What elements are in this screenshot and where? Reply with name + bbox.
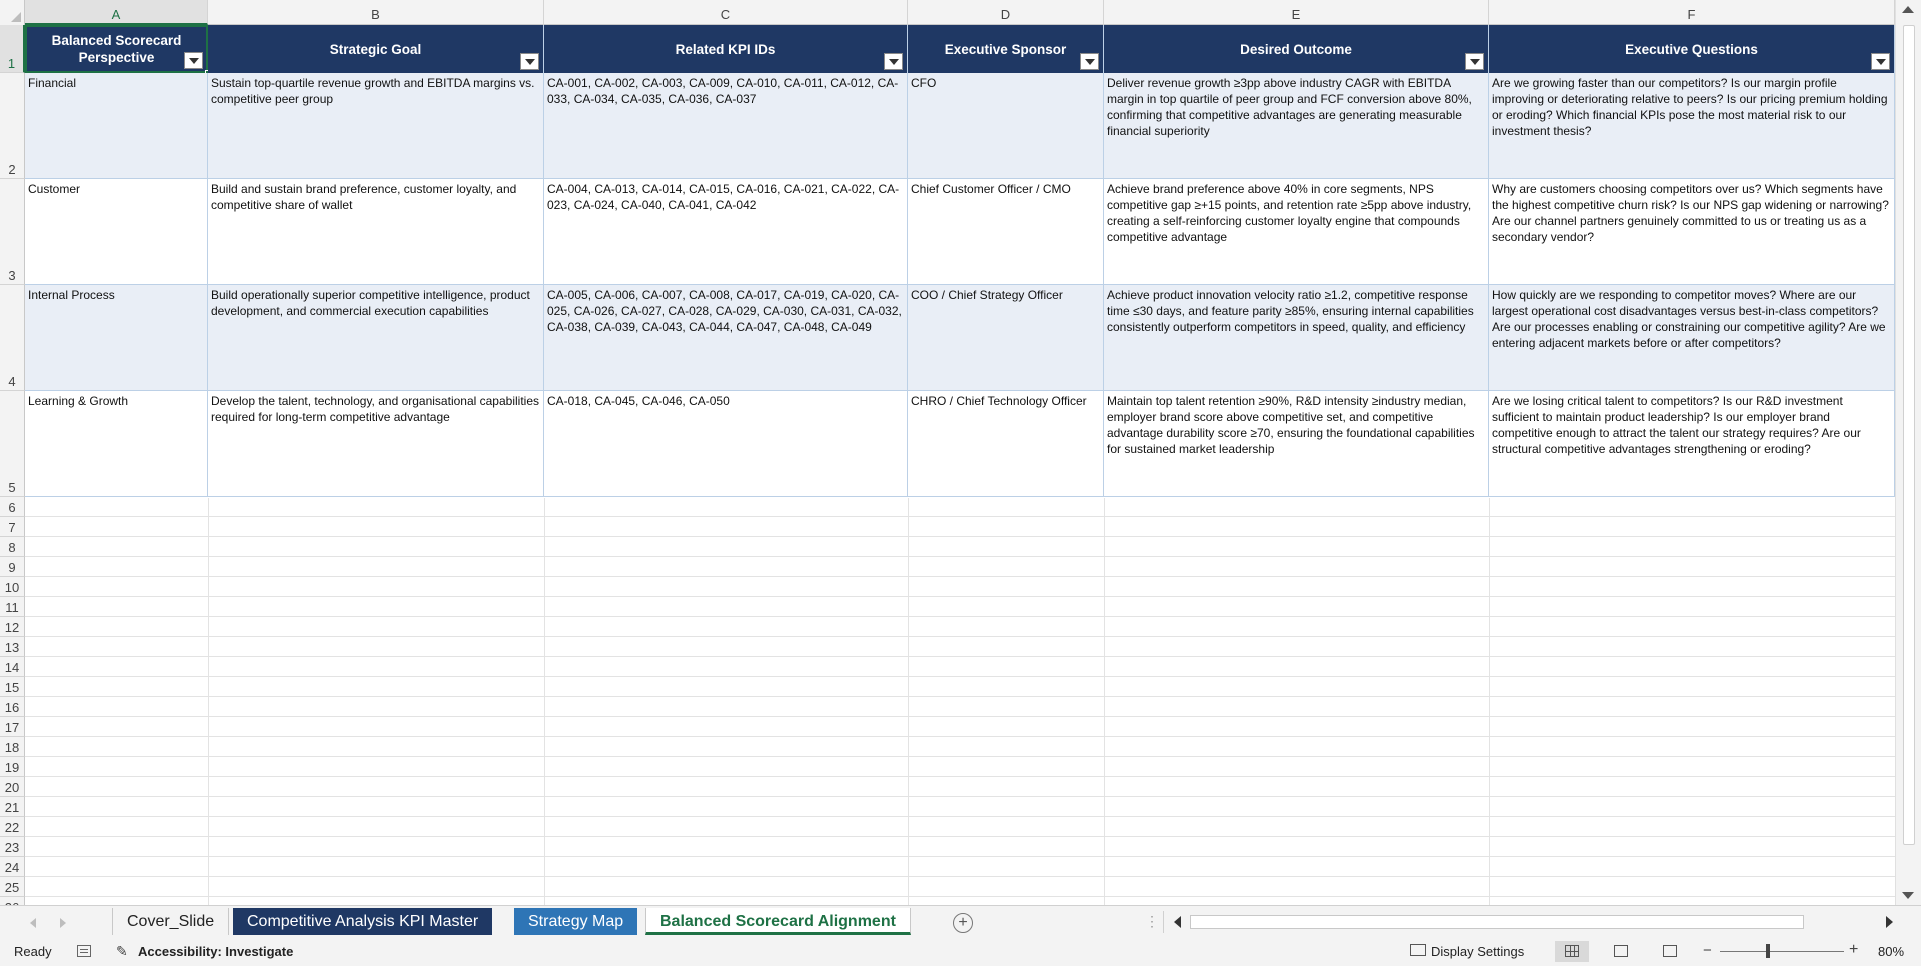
cell-outcome[interactable]: Maintain top talent retention ≥90%, R&D intensity ≥industry median, employer brand score above competitive set, and competitive advantage durability score ≥70, ensuring the foundational capabilities for sustained market leadership: [1104, 391, 1489, 497]
page-break-icon: [1663, 945, 1677, 957]
row-header-15[interactable]: [0, 677, 25, 697]
tab-cover-slide[interactable]: Cover_Slide: [112, 908, 229, 935]
tab-strategy-map[interactable]: Strategy Map: [514, 908, 637, 935]
select-all-corner[interactable]: [0, 0, 25, 25]
row-number: 8: [8, 540, 16, 555]
scroll-thumb[interactable]: [1903, 25, 1915, 845]
row-number: 6: [8, 500, 16, 515]
header-label: Desired Outcome: [1240, 41, 1352, 57]
cell-questions[interactable]: Are we growing faster than our competitors? Is our margin profile improving or deteriorating relative to peers? Is our pricing premium holding or eroding? Which financial KPIs pose the most material risk to our investment thesis?: [1489, 73, 1895, 179]
accessibility-icon: ✎: [116, 943, 128, 959]
row-header-19[interactable]: [0, 757, 25, 777]
add-sheet-icon[interactable]: +: [953, 913, 973, 933]
empty-row[interactable]: [25, 877, 1895, 897]
header-label: Related KPI IDs: [675, 41, 776, 57]
empty-row[interactable]: [25, 637, 1895, 657]
empty-row[interactable]: [25, 497, 1895, 517]
cell-kpis[interactable]: CA-004, CA-013, CA-014, CA-015, CA-016, CA-021, CA-022, CA-023, CA-024, CA-040, CA-041, CA-042: [544, 179, 908, 285]
filter-dropdown-icon[interactable]: [520, 53, 539, 70]
row-header-20[interactable]: [0, 777, 25, 797]
divider: [1163, 911, 1164, 933]
header-cell-sponsor[interactable]: [908, 25, 1104, 73]
row-header-8[interactable]: [0, 537, 25, 557]
tab-scroll-right-icon[interactable]: [60, 918, 66, 928]
row-header-24[interactable]: [0, 857, 25, 877]
row-header-17[interactable]: [0, 717, 25, 737]
vertical-scrollbar[interactable]: [1895, 0, 1921, 905]
empty-row[interactable]: [25, 657, 1895, 677]
tab-scroll-left-icon[interactable]: [30, 918, 36, 928]
row-number: 22: [4, 820, 20, 835]
header-cell-questions[interactable]: [1489, 25, 1895, 73]
tab-balanced-scorecard-alignment[interactable]: Balanced Scorecard Alignment: [645, 908, 911, 935]
cell-area: [25, 25, 1895, 905]
select-all-triangle-icon: [11, 12, 21, 22]
row-header-22[interactable]: [0, 817, 25, 837]
more-options-icon[interactable]: ⋮: [1145, 913, 1159, 929]
column-header-e[interactable]: E: [1104, 0, 1489, 25]
empty-row[interactable]: [25, 717, 1895, 737]
row-number: 3: [8, 268, 16, 283]
empty-row[interactable]: [25, 757, 1895, 777]
cell-perspective[interactable]: Internal Process: [25, 285, 208, 391]
zoom-slider-thumb[interactable]: [1766, 944, 1770, 958]
display-settings-icon: [1410, 944, 1426, 956]
row-header-7[interactable]: [0, 517, 25, 537]
empty-row[interactable]: [25, 817, 1895, 837]
status-ready: Ready: [14, 944, 52, 959]
filter-dropdown-icon[interactable]: [884, 53, 903, 70]
scroll-right-icon[interactable]: [1886, 916, 1893, 928]
filter-dropdown-icon[interactable]: [1871, 53, 1890, 70]
cell-questions[interactable]: How quickly are we responding to competitor moves? Where are our largest operational cost disadvantages versus best-in-class competitors? Are our processes enabling or constraining our competitive agility? Are we entering adjacent markets before or after competitors?: [1489, 285, 1895, 391]
scroll-up-icon[interactable]: [1902, 6, 1914, 13]
row-header-12[interactable]: [0, 617, 25, 637]
column-header-c[interactable]: C: [544, 0, 908, 25]
gridline: [208, 498, 209, 918]
row-header-18[interactable]: [0, 737, 25, 757]
tab-competitive-analysis-kpi-master[interactable]: Competitive Analysis KPI Master: [233, 908, 492, 935]
page-break-preview-button[interactable]: [1653, 941, 1687, 962]
column-header-d[interactable]: D: [908, 0, 1104, 25]
normal-view-button[interactable]: [1555, 941, 1589, 962]
header-label: Balanced Scorecard Perspective: [51, 33, 182, 65]
row-number: 2: [8, 162, 16, 177]
column-header-f[interactable]: F: [1489, 0, 1895, 25]
row-number: 5: [8, 480, 16, 495]
row-header-23[interactable]: [0, 837, 25, 857]
zoom-out-icon[interactable]: −: [1703, 942, 1712, 959]
row-number: 14: [4, 660, 20, 675]
cell-sponsor[interactable]: CFO: [908, 73, 1104, 179]
row-header-11[interactable]: [0, 597, 25, 617]
cell-perspective[interactable]: Customer: [25, 179, 208, 285]
filter-dropdown-icon[interactable]: [184, 52, 203, 69]
page-layout-icon: [1614, 945, 1628, 957]
cell-goal[interactable]: Sustain top-quartile revenue growth and EBITDA margins vs. competitive peer group: [208, 73, 544, 179]
header-cell-outcome[interactable]: [1104, 25, 1489, 73]
cell-questions[interactable]: Are we losing critical talent to competitors? Is our R&D investment sufficient to maintain product leadership? Is our employer brand competitive enough to attract the talent our strategy requires? Are our structural competitive advantages strengthening or eroding?: [1489, 391, 1895, 497]
header-label: Executive Questions: [1625, 41, 1758, 57]
row-header-2[interactable]: [0, 73, 25, 179]
row-header-1[interactable]: [0, 25, 25, 73]
header-label: Strategic Goal: [329, 41, 422, 57]
empty-row[interactable]: [25, 537, 1895, 557]
column-header-a[interactable]: A: [25, 0, 208, 25]
column-header-b[interactable]: B: [208, 0, 544, 25]
row-number: 10: [4, 580, 20, 595]
row-number: 13: [4, 640, 20, 655]
empty-row[interactable]: [25, 777, 1895, 797]
cell-outcome[interactable]: Achieve brand preference above 40% in core segments, NPS competitive gap ≥+15 points, and retention rate ≥5pp above industry, creating a self-reinforcing customer loyalty engine that compounds competitive advantage: [1104, 179, 1489, 285]
empty-row[interactable]: [25, 797, 1895, 817]
row-number: 4: [8, 374, 16, 389]
empty-row[interactable]: [25, 737, 1895, 757]
cell-kpis[interactable]: CA-018, CA-045, CA-046, CA-050: [544, 391, 908, 497]
cell-kpis[interactable]: CA-001, CA-002, CA-003, CA-009, CA-010, CA-011, CA-012, CA-033, CA-034, CA-035, CA-036, CA-037: [544, 73, 908, 179]
row-number: 20: [4, 780, 20, 795]
cell-perspective[interactable]: Financial: [25, 73, 208, 179]
row-number: 12: [4, 620, 20, 635]
row-number: 24: [4, 860, 20, 875]
page-layout-button[interactable]: [1604, 941, 1638, 962]
sheet-tab-bar: [0, 905, 1921, 937]
empty-row[interactable]: [25, 617, 1895, 637]
row-number: 25: [4, 880, 20, 895]
cell-outcome[interactable]: Achieve product innovation velocity ratio ≥1.2, competitive response time ≤30 days, and feature parity ≥85%, ensuring internal capabilities consistently outperform competitors in speed, quality, and efficiency: [1104, 285, 1489, 391]
row-header-9[interactable]: [0, 557, 25, 577]
row-number: 9: [8, 560, 16, 575]
row-number: 1: [7, 56, 16, 71]
cell-outcome[interactable]: Deliver revenue growth ≥3pp above industry CAGR with EBITDA margin in top quartile of peer group and FCF conversion above 80%, confirming that competitive advantages are generating measurable financial superiority: [1104, 73, 1489, 179]
horizontal-scrollbar[interactable]: [1170, 912, 1897, 932]
row-header-6[interactable]: [0, 497, 25, 517]
cell-goal[interactable]: Build operationally superior competitive intelligence, product development, and commercial execution capabilities: [208, 285, 544, 391]
zoom-slider[interactable]: [1720, 951, 1844, 952]
gridline: [908, 498, 909, 918]
zoom-level[interactable]: 80%: [1878, 944, 1905, 959]
row-number: 15: [4, 680, 20, 695]
scroll-down-icon[interactable]: [1902, 892, 1914, 899]
row-number: 23: [4, 840, 20, 855]
grid-view-icon: [1565, 945, 1579, 957]
scroll-left-icon[interactable]: [1174, 916, 1181, 928]
empty-row[interactable]: [25, 597, 1895, 617]
cell-kpis[interactable]: CA-005, CA-006, CA-007, CA-008, CA-017, CA-019, CA-020, CA-025, CA-026, CA-027, CA-028, CA-029, CA-030, CA-031, CA-032, CA-038, CA-039, CA-043, CA-044, CA-047, CA-048, CA-049: [544, 285, 908, 391]
row-header-4[interactable]: [0, 285, 25, 391]
row-number: 16: [4, 700, 20, 715]
row-number: 18: [4, 740, 20, 755]
row-header-14[interactable]: [0, 657, 25, 677]
cell-perspective[interactable]: Learning & Growth: [25, 391, 208, 497]
header-cell-kpis[interactable]: [544, 25, 908, 73]
header-cell-goal[interactable]: [208, 25, 544, 73]
cell-sponsor[interactable]: Chief Customer Officer / CMO: [908, 179, 1104, 285]
row-number: 21: [4, 800, 20, 815]
filter-dropdown-icon[interactable]: [1465, 53, 1484, 70]
accessibility-status[interactable]: Accessibility: Investigate: [138, 944, 294, 959]
scroll-thumb[interactable]: [1190, 915, 1804, 929]
empty-row[interactable]: [25, 557, 1895, 577]
row-header-13[interactable]: [0, 637, 25, 657]
gridline: [1489, 498, 1490, 918]
row-number: 7: [8, 520, 16, 535]
row-header-3[interactable]: [0, 179, 25, 285]
cell-goal[interactable]: Build and sustain brand preference, customer loyalty, and competitive share of wallet: [208, 179, 544, 285]
empty-row[interactable]: [25, 697, 1895, 717]
cell-questions[interactable]: Why are customers choosing competitors over us? Which segments have the highest competitive churn risk? Is our NPS gap widening or narrowing? Are our channel partners genuinely committed to us or treating us as a secondary vendor?: [1489, 179, 1895, 285]
row-header-16[interactable]: [0, 697, 25, 717]
column-headers: [0, 0, 1921, 25]
header-cell-perspective[interactable]: [25, 25, 208, 73]
row-header-25[interactable]: [0, 877, 25, 897]
header-label: Executive Sponsor: [944, 41, 1067, 57]
row-header-10[interactable]: [0, 577, 25, 597]
display-settings-button[interactable]: Display Settings: [1431, 944, 1525, 959]
row-number: 11: [5, 600, 19, 615]
empty-row[interactable]: [25, 677, 1895, 697]
gridline: [544, 498, 545, 918]
empty-row[interactable]: [25, 857, 1895, 877]
status-bar: [0, 937, 1921, 966]
row-header-21[interactable]: [0, 797, 25, 817]
empty-row[interactable]: [25, 837, 1895, 857]
cell-sponsor[interactable]: CHRO / Chief Technology Officer: [908, 391, 1104, 497]
gridline: [1104, 498, 1105, 918]
row-number: 17: [4, 720, 20, 735]
empty-row[interactable]: [25, 577, 1895, 597]
row-number: 19: [4, 760, 20, 775]
filter-dropdown-icon[interactable]: [1080, 53, 1099, 70]
row-header-5[interactable]: [0, 391, 25, 497]
empty-row[interactable]: [25, 517, 1895, 537]
zoom-in-icon[interactable]: +: [1849, 941, 1859, 958]
cell-goal[interactable]: Develop the talent, technology, and organisational capabilities required for long-term competitive advantage: [208, 391, 544, 497]
macro-recording-icon[interactable]: [77, 945, 91, 957]
cell-sponsor[interactable]: COO / Chief Strategy Officer: [908, 285, 1104, 391]
